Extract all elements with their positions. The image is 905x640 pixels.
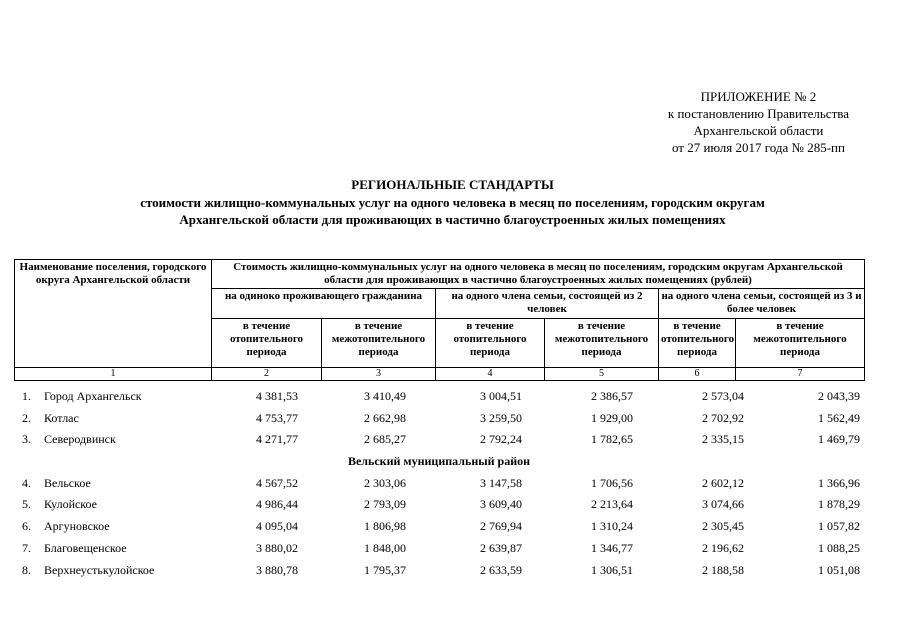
row-number: 3. [22,432,31,447]
cost-value: 3 004,51 [480,389,522,403]
settlement-name: Благовещенское [44,540,127,555]
cost-value: 1 310,24 [591,519,633,534]
cost-value: 3 880,02 [256,540,298,555]
cost-value: 1 929,00 [591,410,633,425]
header-period: в течение межотопительного периода [545,319,659,368]
table-row [14,429,864,451]
row-number: 5. [22,497,31,512]
header-name-column: Наименование поселения, городского округа Архангельской области [15,260,212,368]
cost-value: 2 303,06 [364,475,406,490]
cost-value: 1 088,25 [818,540,860,555]
row-number: 7. [22,540,31,555]
table-row [14,494,864,516]
settlement-name: Северодвинск [44,432,116,447]
column-number: 2 [212,368,322,381]
cost-value: 2 639,87 [480,540,522,555]
cost-value: 1 057,82 [818,519,860,534]
table-body [14,386,864,581]
table-row [14,516,864,538]
cost-value: 3 074,66 [702,497,744,512]
cost-value: 1 306,51 [591,562,633,577]
column-number: 3 [322,368,436,381]
document-title [0,176,905,228]
settlement-name: Город Архангельск [44,389,142,403]
cost-value: 4 753,77 [256,410,298,425]
cost-value: 1 806,98 [364,519,406,534]
column-number: 7 [736,368,865,381]
cost-value: 3 410,49 [364,389,406,403]
header-cost: Стоимость жилищно-коммунальных услуг на одного человека в месяц по поселениям, городским округам Архангельской области для проживающих в частично благоустроенных жилых помещениях (рублей) [212,260,865,289]
cost-value: 4 271,77 [256,432,298,447]
cost-value: 1 848,00 [364,540,406,555]
cost-value: 3 147,58 [480,475,522,490]
cost-value: 2 043,39 [818,389,860,403]
cost-value: 2 769,94 [480,519,522,534]
table-row [14,560,864,582]
cost-value: 1 878,29 [818,497,860,512]
cost-value: 1 366,96 [818,475,860,490]
column-number: 1 [15,368,212,381]
cost-value: 2 633,59 [480,562,522,577]
header-period: в течение отопительного периода [212,319,322,368]
settlement-name: Верхнеустькулойское [44,562,155,577]
header-group-two: на одного члена семьи, состоящей из 2 человек [436,289,659,319]
cost-value: 4 095,04 [256,519,298,534]
cost-value: 2 662,98 [364,410,406,425]
column-number: 4 [436,368,545,381]
cost-value: 2 196,62 [702,540,744,555]
cost-value: 1 469,79 [818,432,860,447]
table-row [14,386,864,408]
cost-value: 3 609,40 [480,497,522,512]
annex-line: к постановлению Правительства [667,106,849,121]
header-period: в течение межотопительного периода [736,319,865,368]
cost-value: 2 305,45 [702,519,744,534]
row-number: 1. [22,389,31,403]
cost-value: 2 685,27 [364,432,406,447]
cost-value: 2 335,15 [702,432,744,447]
cost-value: 3 880,78 [256,562,298,577]
settlement-name: Аргуновское [44,519,110,534]
section-title: Вельский муниципальный район [347,454,531,469]
header-group-three-plus: на одного члена семьи, состоящей из 3 и более человек [659,289,865,319]
settlement-name: Вельское [44,475,91,490]
column-number: 5 [545,368,659,381]
table-row [14,473,864,495]
annex-title: ПРИЛОЖЕНИЕ № 2 [700,89,817,104]
cost-value: 2 573,04 [702,389,744,403]
cost-value: 2 792,24 [480,432,522,447]
cost-value: 2 213,64 [591,497,633,512]
settlement-name: Кулойское [44,497,98,512]
title-main: РЕГИОНАЛЬНЫЕ СТАНДАРТЫ [351,177,554,192]
cost-value: 1 706,56 [591,475,633,490]
row-number: 6. [22,519,31,534]
table-row [14,538,864,560]
row-number: 2. [22,410,31,425]
header-period: в течение отопительного периода [436,319,545,368]
section-row [14,451,864,473]
cost-value: 1 051,08 [818,562,860,577]
header-group-single: на одиноко проживающего гражданина [212,289,436,319]
cost-value: 2 188,58 [702,562,744,577]
cost-value: 1 782,65 [591,432,633,447]
annex-date: от 27 июля 2017 года № 285-пп [671,140,845,155]
cost-value: 2 386,57 [591,389,633,403]
row-number: 8. [22,562,31,577]
cost-value: 2 702,92 [702,410,744,425]
table-row [14,408,864,430]
cost-value: 2 602,12 [702,475,744,490]
cost-value: 1 562,49 [818,410,860,425]
cost-value: 3 259,50 [480,410,522,425]
cost-value: 1 795,37 [364,562,406,577]
header-period: в течение межотопительного периода [322,319,436,368]
title-subtitle: Архангельской области для проживающих в частично благоустроенных жилых помещениях [179,212,726,227]
cost-value: 4 381,53 [256,389,298,403]
annex-line: Архангельской области [693,123,824,138]
settlement-name: Котлас [44,410,79,425]
cost-value: 4 986,44 [256,497,298,512]
cost-value: 4 567,52 [256,475,298,490]
row-number: 4. [22,475,31,490]
header-period: в течение отопительного периода [659,319,736,368]
table-header [14,259,865,381]
column-number: 6 [659,368,736,381]
cost-value: 2 793,09 [364,497,406,512]
cost-value: 1 346,77 [591,540,633,555]
title-subtitle: стоимости жилищно-коммунальных услуг на одного человека в месяц по поселениям, городским округам [140,195,765,210]
annex-block [668,88,849,156]
